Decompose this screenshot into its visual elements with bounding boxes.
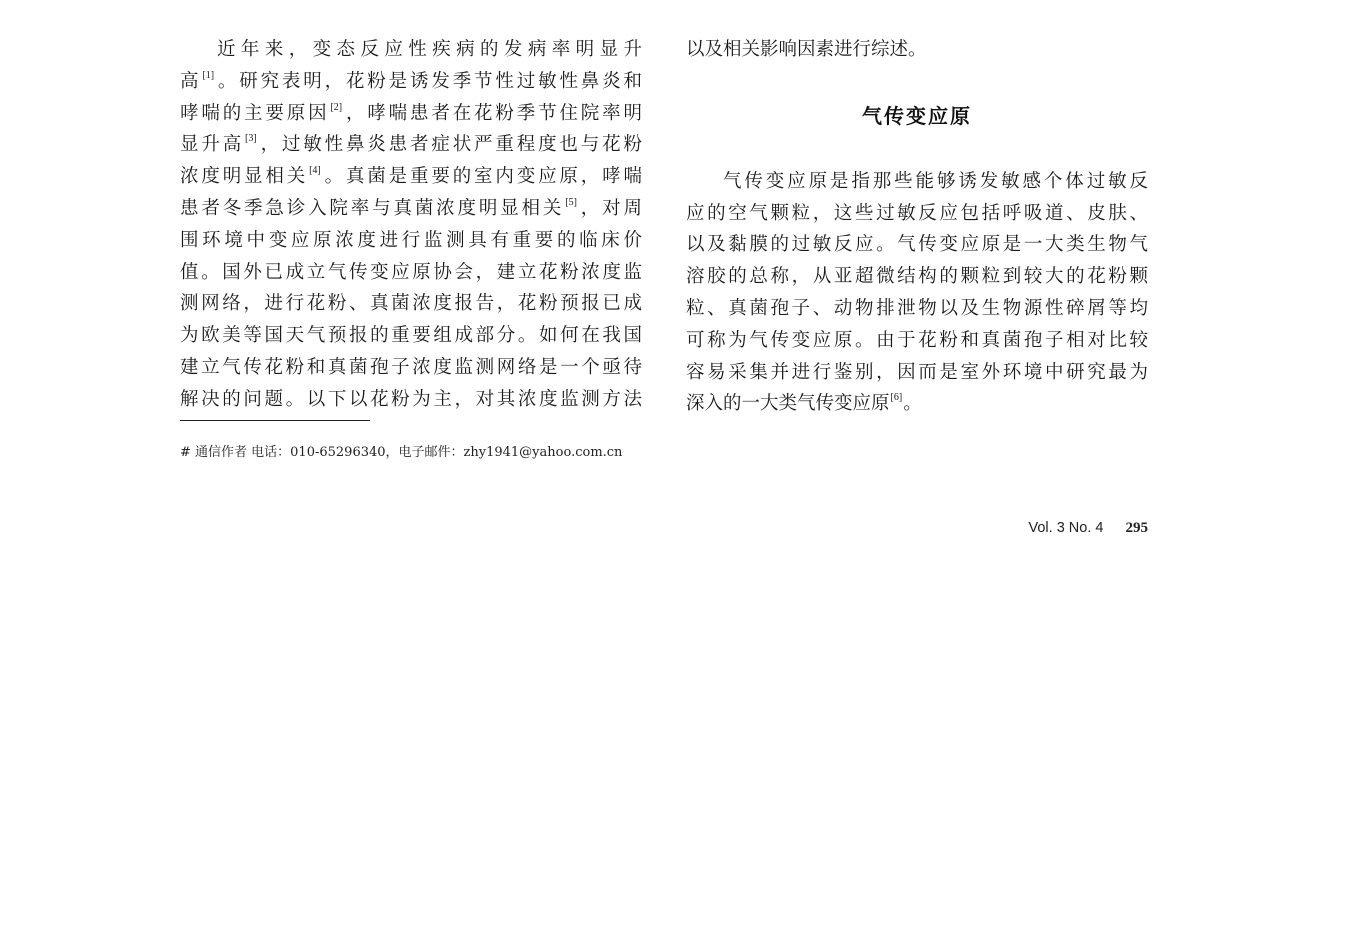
footnote-divider: [180, 420, 370, 421]
citation-ref: [5]: [565, 196, 577, 208]
line-text: 值。国外已成立气传变应原协会，建立花粉浓度监: [180, 261, 642, 283]
citation-ref: [6]: [890, 392, 903, 404]
section-heading: 气传变应原: [862, 104, 972, 128]
line-text: 溶胶的总称，从亚超微结构的颗粒到较大的花粉颗: [686, 266, 1148, 288]
line-text: 应的空气颗粒，这些过敏反应包括呼吸道、皮肤、: [686, 202, 1148, 224]
footnote-text: # 通信作者 电话：010-65296340，电子邮件：zhy1941@yahoo.com.cn: [180, 445, 623, 460]
text-line: [686, 325, 1148, 357]
line-text: 测网络，进行花粉、真菌浓度报告，花粉预报已成: [180, 293, 642, 315]
text-line: [686, 388, 1148, 420]
text-line: [180, 66, 642, 98]
text-line: [686, 166, 1148, 198]
line-text: 浓度明显相关: [180, 166, 309, 188]
text-line: [180, 320, 642, 352]
line-text: 建立气传花粉和真菌孢子浓度监测网络是一个亟待: [180, 356, 642, 378]
line-text: 容易采集并进行鉴别，因而是室外环境中研究最为: [686, 361, 1148, 383]
volume-issue: Vol. 3 No. 4: [1028, 520, 1104, 536]
citation-ref: [2]: [330, 101, 343, 113]
line-text: 解决的问题。以下以花粉为主，对其浓度监测方法: [180, 388, 642, 410]
text-line: [180, 161, 642, 193]
text-line: [180, 193, 642, 225]
text-line: [180, 352, 642, 384]
line-text: 显升高: [180, 134, 245, 156]
text-line: [686, 293, 1148, 325]
text-line: [180, 225, 642, 257]
line-text: 可称为气传变应原。由于花粉和真菌孢子相对比较: [686, 329, 1148, 351]
line-text: 高: [180, 70, 202, 92]
text-line: [180, 384, 642, 416]
intro-line: 以及相关影响因素进行综述。: [686, 39, 927, 60]
left-column: [180, 34, 642, 416]
line-text-continued: ，对周: [577, 197, 642, 219]
text-line: [180, 288, 642, 320]
line-text: 哮喘的主要原因: [180, 102, 330, 124]
line-text-continued: ，过敏性鼻炎患者症状严重程度也与花粉: [257, 134, 642, 156]
text-line: [686, 229, 1148, 261]
page-info: [1029, 520, 1149, 537]
line-text: 患者冬季急诊入院率与真菌浓度明显相关: [180, 197, 565, 219]
line-text: 以及黏膜的过敏反应。气传变应原是一大类生物气: [686, 234, 1148, 256]
citation-ref: [4]: [309, 165, 321, 177]
line-text-continued: ，哮喘患者在花粉季节住院率明: [343, 102, 642, 124]
right-column: [686, 34, 1148, 420]
text-line: [180, 257, 642, 289]
text-line: [180, 129, 642, 161]
citation-ref: [1]: [202, 69, 215, 81]
line-text-continued: 。真菌是重要的室内变应原，哮喘: [321, 166, 642, 188]
line-text: 深入的一大类气传变应原: [686, 393, 890, 415]
text-line: [686, 261, 1148, 293]
line-text: 近年来，变态反应性疾病的发病率明显升: [217, 39, 642, 60]
text-line: [180, 34, 642, 66]
line-text: 围环境中变应原浓度进行监测具有重要的临床价: [180, 229, 642, 251]
line-text: 气传变应原是指那些能够诱发敏感个体过敏反: [723, 170, 1148, 192]
text-line: [686, 198, 1148, 230]
line-text-continued: 。研究表明，花粉是诱发季节性过敏性鼻炎和: [215, 70, 642, 92]
line-text: 粒、真菌孢子、动物排泄物以及生物源性碎屑等均: [686, 297, 1148, 319]
page-number: 295: [1125, 520, 1148, 536]
citation-ref: [3]: [245, 133, 257, 145]
text-line: [180, 98, 642, 130]
text-line: [686, 357, 1148, 389]
line-text-continued: 。: [903, 393, 922, 415]
line-text: 为欧美等国天气预报的重要组成部分。如何在我国: [180, 325, 642, 347]
